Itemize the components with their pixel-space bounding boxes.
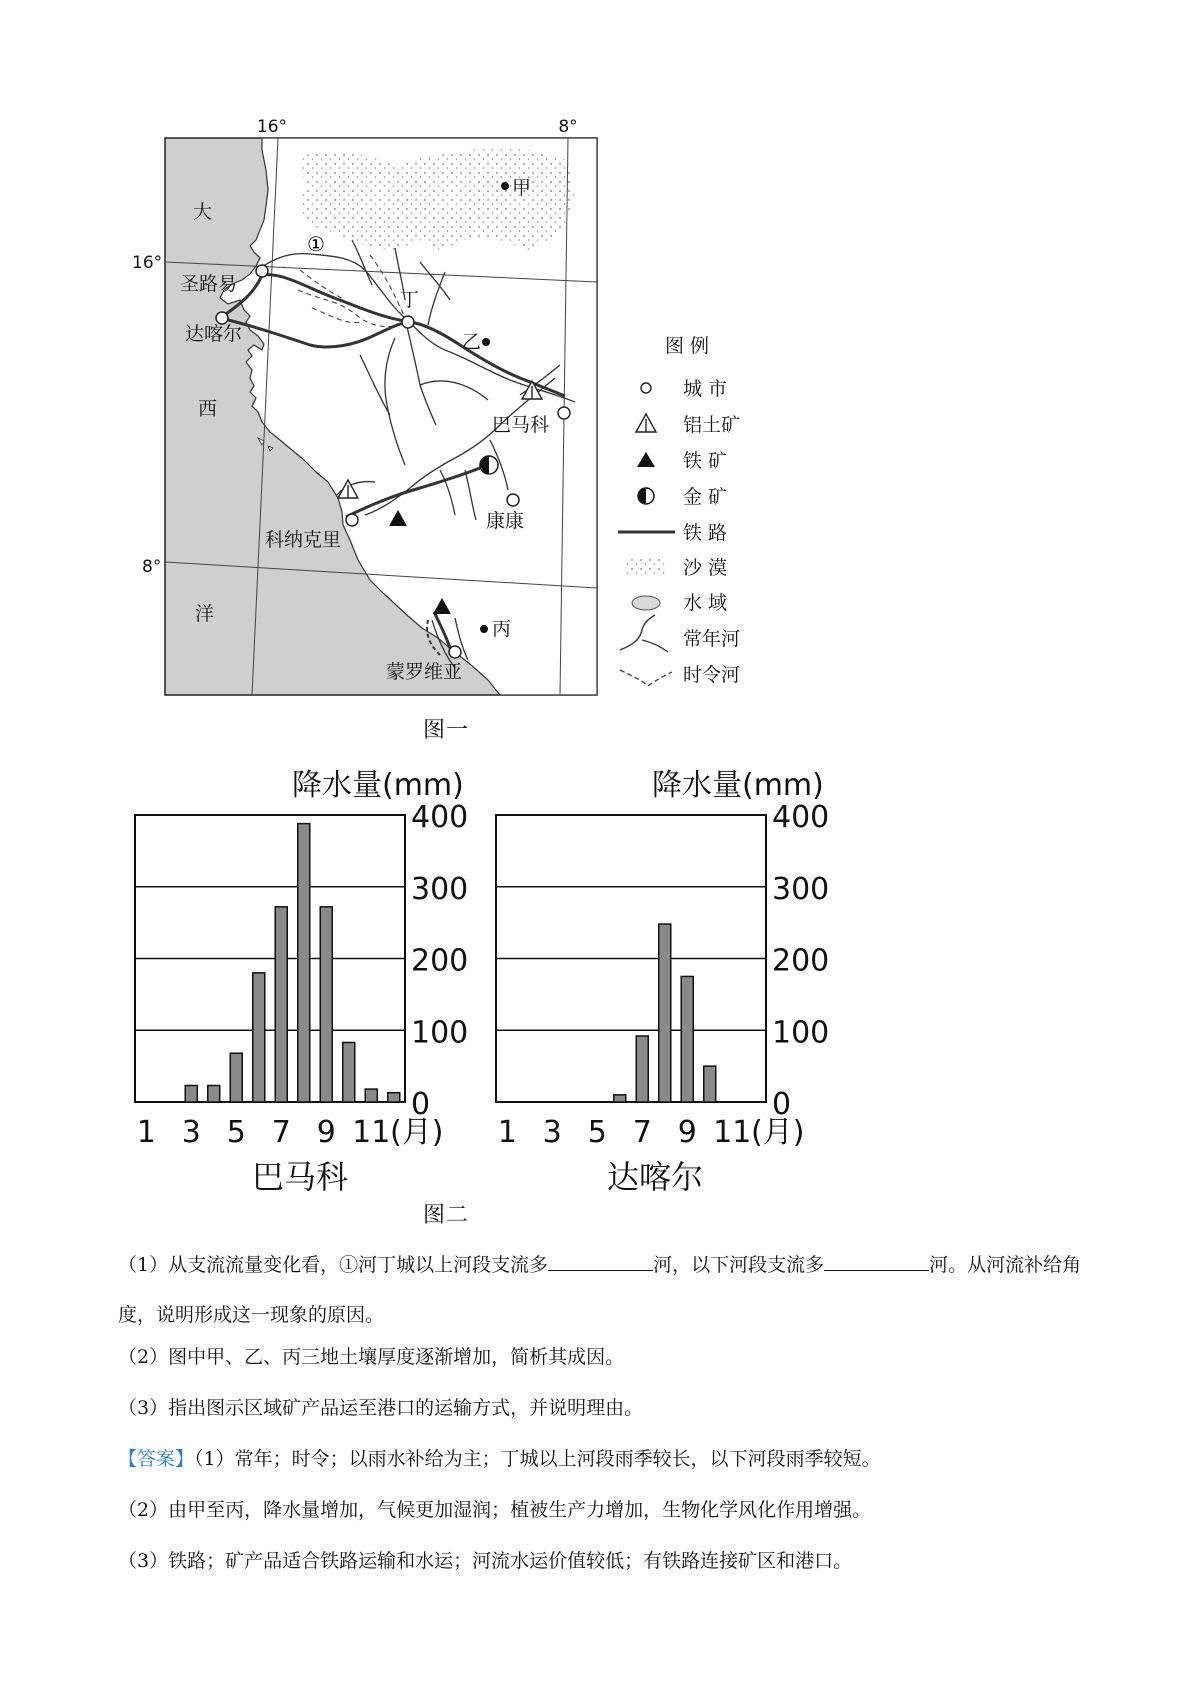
bar-month-9 — [681, 976, 693, 1102]
legend-label-city: 城 市 — [683, 378, 728, 400]
question-1 — [118, 1240, 1108, 1340]
x-tick-label: 7 — [632, 1115, 652, 1150]
bar-month-5 — [230, 1053, 242, 1102]
river-marker: ① — [307, 232, 325, 256]
legend-label-railway: 铁 路 — [683, 522, 728, 544]
bar-month-12 — [388, 1093, 400, 1102]
y-tick-label: 400 — [411, 800, 469, 835]
y-tick-label: 100 — [772, 1015, 830, 1051]
y-tick-label: 100 — [411, 1015, 469, 1051]
city-label-kankan: 康康 — [486, 510, 525, 532]
bar-month-11 — [365, 1089, 377, 1102]
x-tick-label: 9 — [677, 1115, 697, 1150]
x-unit-label: (月) — [390, 1115, 444, 1150]
x-tick-label: 7 — [271, 1115, 291, 1150]
answer-tag: 【答案】 — [118, 1448, 195, 1470]
lat-label-8: 8° — [142, 557, 162, 577]
lon-label-16: 16° — [256, 117, 288, 137]
bar-month-4 — [208, 1085, 220, 1102]
question-1-part-b: 河，以下河段支流多 — [653, 1254, 825, 1276]
ocean-char-2: 西 — [198, 398, 218, 420]
bar-month-8 — [659, 924, 671, 1102]
y-tick-label: 400 — [772, 800, 830, 835]
x-tick-label: 1 — [497, 1115, 517, 1150]
legend-label-water: 水 域 — [683, 592, 728, 614]
bar-month-3 — [185, 1085, 197, 1102]
y-tick-label: 0 — [772, 1087, 792, 1122]
legend-label-gold: 金 矿 — [683, 486, 728, 508]
legend-label-bauxite: 铝土矿 — [683, 414, 741, 436]
chart-station-name: 巴马科 — [251, 1158, 349, 1196]
city-label-conakry: 科纳克里 — [265, 529, 342, 551]
x-tick-label: 11 — [713, 1115, 752, 1150]
x-tick-label: 3 — [181, 1115, 201, 1150]
lon-label-8: 8° — [558, 117, 578, 137]
y-axis-title: 降水量(mm) — [292, 768, 464, 803]
bar-month-10 — [343, 1042, 355, 1102]
y-tick-label: 200 — [411, 943, 469, 979]
precip-chart-2 — [496, 768, 829, 1196]
answer-blank-2 — [824, 1252, 929, 1271]
answer-1-text: （1）常年；时令；以雨水补给为主；丁城以上河段雨季较长，以下河段雨季较短。 — [194, 1448, 881, 1470]
legend-label-desert: 沙 漠 — [683, 557, 728, 579]
figure2-caption: 图二 — [423, 1203, 470, 1228]
y-tick-label: 200 — [772, 943, 830, 979]
question-1-part-c: 河。从河流补给角度，说明形成这一现象的原因。 — [118, 1254, 1082, 1326]
place-label-bing: 丙 — [492, 618, 512, 640]
question-2: （2）图中甲、乙、丙三地土壤厚度逐渐增加，简析其成因。 — [118, 1346, 625, 1368]
x-tick-label: 1 — [136, 1115, 156, 1150]
bar-month-10 — [704, 1066, 716, 1102]
figure1-caption: 图一 — [423, 718, 470, 743]
bar-month-6 — [614, 1095, 626, 1102]
bar-month-8 — [298, 824, 310, 1102]
legend-label-perennial-river: 常年河 — [683, 628, 741, 650]
legend-title: 图 例 — [665, 335, 710, 357]
city-label-saint-louis: 圣路易 — [180, 273, 238, 295]
city-label-bamako: 巴马科 — [492, 414, 550, 436]
place-label-yi: 乙 — [462, 331, 482, 353]
ocean-char-3: 洋 — [195, 603, 215, 625]
x-tick-label: 11 — [352, 1115, 391, 1150]
legend-label-iron: 铁 矿 — [683, 450, 728, 472]
place-label-jia: 甲 — [512, 177, 532, 199]
question-1-part-a: （1）从支流流量变化看，①河丁城以上河段支流多 — [118, 1254, 549, 1276]
lat-label-16: 16° — [132, 253, 163, 273]
chart-station-name: 达喀尔 — [606, 1158, 704, 1196]
x-tick-label: 5 — [226, 1115, 246, 1150]
x-tick-label: 3 — [542, 1115, 562, 1150]
answer-3: （3）铁路；矿产品适合铁路运输和水运；河流水运价值较低；有铁路连接矿区和港口。 — [118, 1550, 853, 1572]
precip-chart-1 — [135, 768, 468, 1196]
question-3: （3）指出图示区域矿产品运至港口的运输方式，并说明理由。 — [118, 1397, 644, 1419]
bar-month-6 — [253, 973, 265, 1102]
place-label-ding: 丁 — [400, 289, 420, 311]
answer-blank-1 — [548, 1252, 653, 1271]
city-label-monrovia: 蒙罗维亚 — [386, 661, 463, 683]
x-tick-label: 5 — [587, 1115, 607, 1150]
x-tick-label: 9 — [316, 1115, 336, 1150]
y-tick-label: 300 — [772, 871, 830, 907]
y-axis-title: 降水量(mm) — [652, 768, 824, 803]
ocean-char-1: 大 — [193, 201, 213, 223]
bar-month-7 — [636, 1036, 648, 1102]
x-unit-label: (月) — [751, 1115, 805, 1150]
bar-month-9 — [320, 907, 332, 1102]
city-label-dakar: 达喀尔 — [185, 323, 243, 345]
y-tick-label: 300 — [411, 871, 469, 907]
answer-1 — [118, 1447, 1108, 1471]
y-tick-label: 0 — [411, 1087, 431, 1122]
answer-2: （2）由甲至丙，降水量增加，气候更加湿润；植被生产力增加，生物化学风化作用增强。 — [118, 1499, 872, 1521]
legend-label-seasonal-river: 时令河 — [683, 664, 741, 686]
bar-month-7 — [275, 907, 287, 1102]
